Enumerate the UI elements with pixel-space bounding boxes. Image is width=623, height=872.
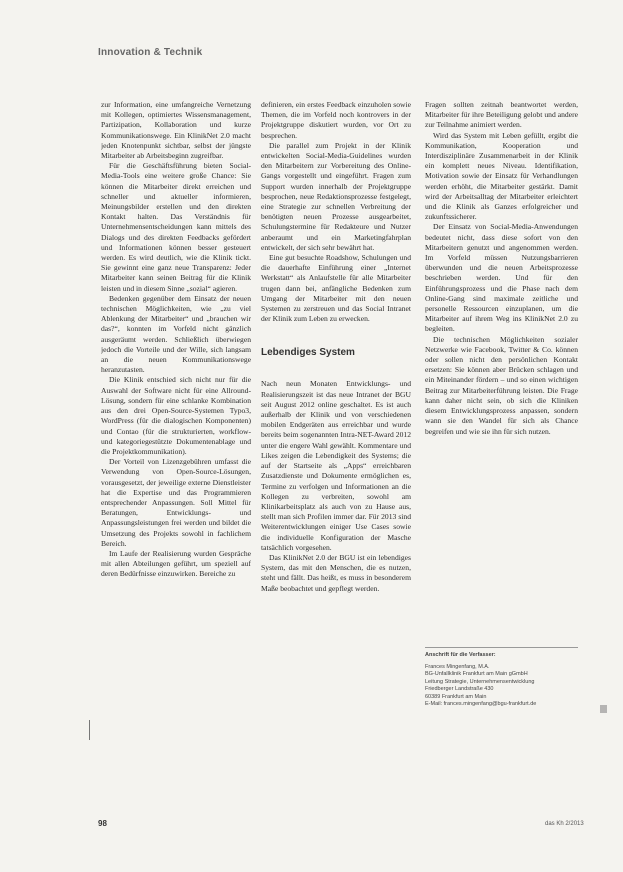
author-address-box [425,647,578,709]
address-title: Anschrift für die Verfasser: [425,652,496,658]
paragraph: Bedenken gegenüber dem Einsatz der neuen technischen Möglichkeiten, wie „zu viel Ablenkung der Mitarbeiter“ und „brauchen wir das?“, konnten im Vorfeld nicht gänzlich ausgeräumt werden. Schließlich überwiegen jedoch die Vorteile und der Wille, sich langsam an die neuen Kommunikationswege heranzutasten. [101,293,251,375]
paragraph: Wird das System mit Leben gefüllt, ergibt die Kommunikation, Kooperation und Interdisziplinäre Zusammenarbeit in der Klinik ein komplett neues Niveau. Identifikation, Motivation sowie der Einsatz für Verhandlungen werden erhöht, die Mitarbeiter gestärkt. Damit wird der Arbeitsalltag der Mitarbeiter erleichtert und die Klinik als Ganzes erfolgreicher und zukunftssicherer. [425,130,578,222]
paragraph: zur Information, eine umfangreiche Vernetzung mit Kollegen, optimiertes Wissensmanagement, Partizipation, Kollaboration und kurze Kommunikationswege. Ein KlinikNet 2.0 macht jeden Knotenpunkt sichtbar, selbst der jüngste Mitarbeiter ab Arbeitsbeginn zugreifbar. [101,100,251,161]
paragraph: Der Vorteil von Lizenzgebühren umfasst die Verwendung von Open-Source-Lösungen, vorausgesetzt, der jeweilige externe Dienstleister hat die Expertise und das Programmieren entsprechender Anpassungen. Soll Mittel für Beratungen, Entwicklungs- und Anpassungsleistungen frei werden und bildet die Umsetzung des Projekts sowohl in fachlichem Bereich. [101,457,251,548]
paragraph: Im Laufe der Realisierung wurden Gespräche mit allen Abteilungen geführt, um speziell auf deren Bedürfnisse einzuwirken. Bereiche zu [101,548,251,579]
divider [425,647,578,648]
address-line: Friedberger Landstraße 430 [425,686,494,692]
paragraph: Nach neun Monaten Entwicklungs- und Realisierungszeit ist das neue Intranet der BGU seit August 2012 online geschaltet. Es ist auch außerhalb der Klinik und von verschiedenen mobilen Endgeräten aus erreichbar und wurde bereits beim sogenannten Intra-NET-Award 2012 unter die engere Wahl gewählt. Kommentare und Likes zeigen die Lebendigkeit des Systems; die auf der Startseite als „Apps“ erreichbaren Zusatzdienste und Dokumente ermöglichen es, Termine zu verfolgen und Informationen an die Kollegen zu verbreiten, sowohl am Klinikarbeitsplatz als auch von zu Hause aus, stellt man sich Profilen immer dar. Für 2013 sind Weiterentwicklungen einiger Use Cases sowie die individuelle Konfiguration der Masche tatsächlich vorgesehen. [261,379,411,552]
address-email: E-Mail: frances.mingenfang@bgu-frankfurt.de [425,701,537,707]
section-heading: Lebendiges System [261,347,355,359]
address-line: Leitung Strategie, Unternehmensentwicklung [425,678,535,685]
paragraph: definieren, ein erstes Feedback einzuholen sowie Themen, die im Vorfeld noch kontrovers in der Projektgruppe diskutiert wurden, vor Ort zu besprechen. [261,100,411,140]
paragraph: Eine gut besuchte Roadshow, Schulungen und die dauerhafte Einführung einer „Internet Werkstatt“ als Anlaufstelle für alle Mitarbeiter trugen dann bei, anfängliche Bedenken zum Umgang der Mitarbeiter mit den neuen Systemen zu zerstreuen und das Social Intranet der Klinik zum Leben zu erwecken. [261,253,411,324]
text-column-2 [261,100,411,774]
paragraph: Die parallel zum Projekt in der Klinik entwickelten Social-Media-Guidelines wurden den Mitarbeitern zur Vorbereitung des Online-Gangs vorgestellt und eingeführt. Fragen zum Support wurden innerhalb der Projektgruppe besprochen, neue Redaktionsprozesse festgelegt, eine Strategie zur schnellen Verbreitung der benötigten neuen Prozesse ausgearbeitet, Schulungstermine für Redakteure und Nutzer anberaumt und ein Marketingfahrplan entwickelt, der sich sehr bewährt hat. [261,140,411,252]
paragraph: Fragen sollten zeitnah beantwortet werden, Mitarbeiter für ihre Beteiligung gelobt und andere zur Teilnahme animiert werden. [425,100,578,130]
scan-mark [89,720,90,740]
section-header: Innovation & Technik [98,47,203,58]
paragraph: Die Klinik entschied sich nicht nur für die Auswahl der Software nicht für eine Allround-Lösung, sondern für eine schlanke Kombination aus den drei Open-Source-Systemen Typo3, WordPress (für die dialogischen Komponenten) und Contao (für die strukturierten, workflow- und kategoriegestützte Dokumentenablage und die Projektkommunikation). [101,375,251,456]
paragraph: Für die Geschäftsführung bieten Social-Media-Tools eine weitere große Chance: Sie können die Mitarbeiter direkt erreichen und schneller und aktueller informieren, Meinungsbilder erstellen und den direkten Kontakt halten. Das Verständnis für Unternehmensentscheidungen kann mittels des Dialogs und des direkten Feedbacks gefördert und Informationen können besser gesteuert werden. Es wird deutlich, wie die Klinik tickt. Sie gewinnt eine ganz neue Transparenz: Jeder Mitarbeiter kann seinen Beitrag für die Klinik leisten und in diesem Sinne „sozial“ agieren. [101,161,251,293]
scan-mark [600,705,607,713]
address-line: BG-Unfallklinik Frankfurt am Main gGmbH [425,671,528,677]
text-column-1 [101,100,251,776]
paragraph: Das KlinikNet 2.0 der BGU ist ein lebendiges System, das mit den Menschen, die es nutzen, steht und fällt. Das heißt, es muss in besonderem Maße beobachtet und gepflegt werden. [261,552,411,593]
address-line: Frances Mingenfang, M.A. [425,663,490,670]
paragraph: Der Einsatz von Social-Media-Anwendungen bedeutet nicht, dass diese sofort von den Mitarbeitern genutzt und angenommen werden. Im Vorfeld müssen Nutzungsbarrieren überwunden und die neuen Arbeitsprozesse beschrieben werden. Und für den Einführungsprozess und die Phase nach dem Online-Gang sind maximale zeitliche und personelle Ressourcen einzuplanen, um die Mitarbeiter auf ihrem Weg ins KlinikNet 2.0 zu begleiten. [425,222,578,334]
address-line: 60389 Frankfurt am Main [425,693,487,700]
text-column-3 [425,100,578,590]
paragraph: Die technischen Möglichkeiten sozialer Netzwerke wie Facebook, Twitter & Co. können oder sollen nicht den persönlichen Kontakt ersetzen: Sie können aber Brücken schlagen und ein Miteinander fördern – und so einen wichtigen Beitrag zur Mitarbeiterführung leisten. Die Frage kann daher nicht sein, ob sich die Kliniken diesem Entwicklungsprozess anpassen, sondern wann sie den Wandel für sich als Chance begreifen und wie sie ihn für sich nutzen. [425,334,578,436]
page-number: 98 [98,819,107,828]
issue-label: das Kh 2/2013 [545,821,584,827]
